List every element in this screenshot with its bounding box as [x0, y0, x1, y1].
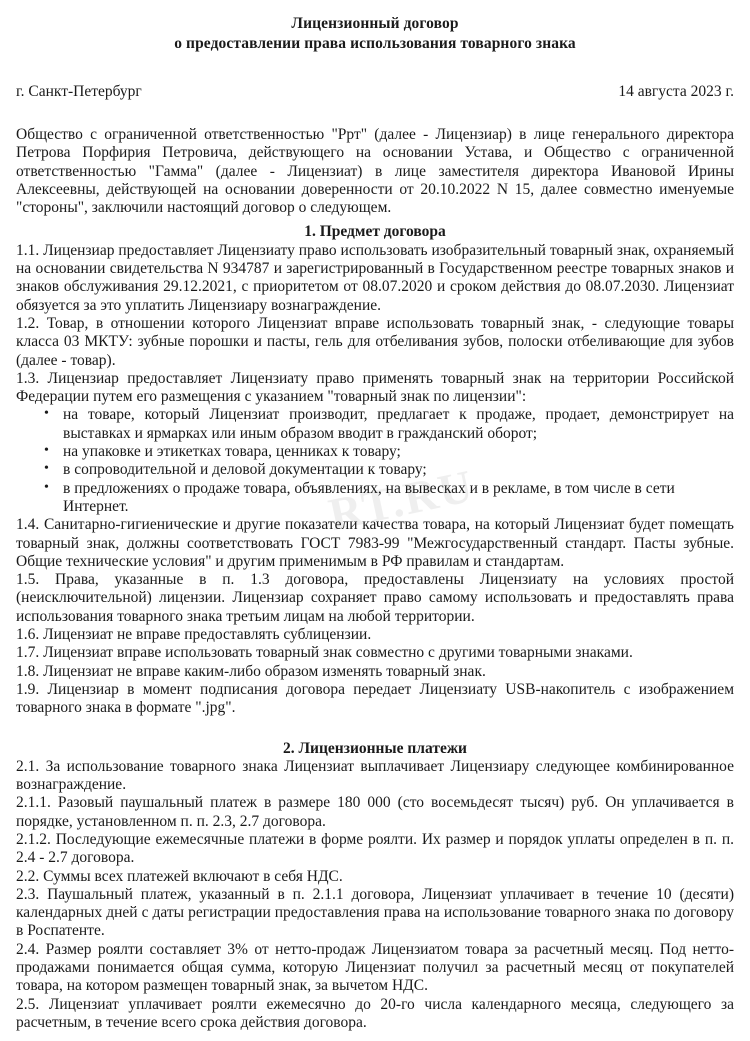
preamble-paragraph: Общество с ограниченной ответственностью "Ррт" (далее - Лицензиар) в лице генерального директора Петрова Порфирия Петровича, действующего на основании Устава, и Общество с ограниченной ответственностью "Гамма" (далее - Лицензиат) в лице заместителя директора Ивановой Ирины Алексеевны, действующей на основании доверенности от 20.10.2022 N 15, далее совместно именуемые "стороны", заключили настоящий договор о следующем. — [16, 126, 734, 217]
clause-1-8: 1.8. Лицензиат не вправе каким-либо образом изменять товарный знак. — [16, 662, 486, 680]
watermark: RT.RU — [324, 459, 479, 541]
place-of-signing: г. Санкт-Петербург — [16, 83, 142, 100]
list-item: • в предложениях о продаже товара, объявлениях, на вывесках и в рекламе, в том числе в сети Интернет. — [16, 480, 734, 517]
clause-1-6: 1.6. Лицензиат не вправе предоставлять сублицензии. — [16, 626, 372, 644]
clause-2-2: 2.2. Суммы всех платежей включают в себя НДС. — [16, 867, 343, 885]
clause-2-1-1: 2.1.1. Разовый паушальный платеж в размере 180 000 (сто восемьдесят тысяч) руб. Он уплачивается в порядке, установленном п. п. 2.3, 2.7 договора. — [16, 794, 734, 830]
clause-1-9: 1.9. Лицензиар в момент подписания договора передает Лицензиату USB-накопитель с изображением товарного знака в формате ".jpg". — [16, 680, 734, 717]
list-item: • на товаре, который Лицензиат производит, предлагает к продаже, продает, демонстрирует на выставках и ярмарках или иным образом вводит в гражданский оборот; — [16, 406, 734, 443]
list-item: • на упаковке и этикетках товара, ценниках к товару; — [16, 443, 734, 461]
clause-2-3: 2.3. Паушальный платеж, указанный в п. 2.1.1 договора, Лицензиат уплачивает в течение 10 (десяти) календарных дней с даты регистрации предоставления права на использование товарного знака по договору в Роспатенте. — [16, 885, 734, 940]
clause-1-5: 1.5. Права, указанные в п. 1.3 договора, предоставлены Лицензиату на условиях простой (неисключительной) лицензии. Лицензиар сохраняет право самому использовать и предоставлять права использования товарного знака третьим лицам на любой территории. — [16, 571, 734, 625]
date-of-signing: 14 августа 2023 г. — [618, 83, 734, 100]
section-2-heading: 2. Лицензионные платежи — [283, 739, 467, 757]
clause-1-3-bullet-list — [16, 406, 734, 516]
clause-1-2: 1.2. Товар, в отношении которого Лицензиат вправе использовать товарный знак, - следующие товары класса 03 МКТУ: зубные порошки и пасты, гель для отбеливания зубов, полоски отбеливающие для зубов (далее - товар). — [16, 314, 734, 369]
clause-1-4: 1.4. Санитарно-гигиенические и другие показатели качества товара, на который Лицензиат будет помещать товарный знак, должны соответствовать ГОСТ 7983-99 "Межгосударственный стандарт. Пасты зубные. Общие технические условия" и другим применимым в РФ правилам и стандартам. — [16, 516, 734, 570]
page-title — [16, 14, 734, 54]
page-title-line-1: Лицензионный договор — [291, 15, 459, 32]
clause-1-3: 1.3. Лицензиар предоставляет Лицензиату право применять товарный знак на территории Российской Федерации путем его размещения с указанием "товарный знак по лицензии": — [16, 369, 734, 406]
clause-2-1: 2.1. За использование товарного знака Лицензиат выплачивает Лицензиару следующее комбинированное вознаграждение. — [16, 757, 734, 794]
clause-2-1-2: 2.1.2. Последующие ежемесячные платежи в форме роялти. Их размер и порядок уплаты определен в п. п. 2.4 - 2.7 договора. — [16, 830, 734, 867]
document-body — [16, 14, 734, 1032]
clause-2-4: 2.4. Размер роялти составляет 3% от нетто-продаж Лицензиатом товара за расчетный месяц. Под нетто-продажами понимается общая сумма, которую Лицензиат получил за расчетный месяц от покупателей товара, на котором размещен товарный знак, за вычетом НДС. — [16, 940, 734, 995]
clause-1-1: 1.1. Лицензиар предоставляет Лицензиату право использовать изобразительный товарный знак, охраняемый на основании свидетельства N 934787 и зарегистрированный в Государственном реестре товарных знаков и знаков обслуживания 29.12.2021, с приоритетом от 08.07.2020 и сроком действия до 08.07.2030. Лицензиат обязуется за это уплатить Лицензиару вознаграждение. — [16, 241, 734, 314]
section-1-heading: 1. Предмет договора — [304, 223, 446, 241]
clause-2-5: 2.5. Лицензиат уплачивает роялти ежемесячно до 20-го числа календарного месяца, следующего за расчетным, в течение всего срока действия договора. — [16, 995, 734, 1031]
clause-1-7: 1.7. Лицензиат вправе использовать товарный знак совместно с другими товарными знаками. — [16, 644, 633, 662]
list-item: • в сопроводительной и деловой документации к товару; — [16, 461, 734, 479]
page-title-line-2: о предоставлении права использования товарного знака — [174, 35, 576, 52]
document-meta — [16, 82, 734, 102]
